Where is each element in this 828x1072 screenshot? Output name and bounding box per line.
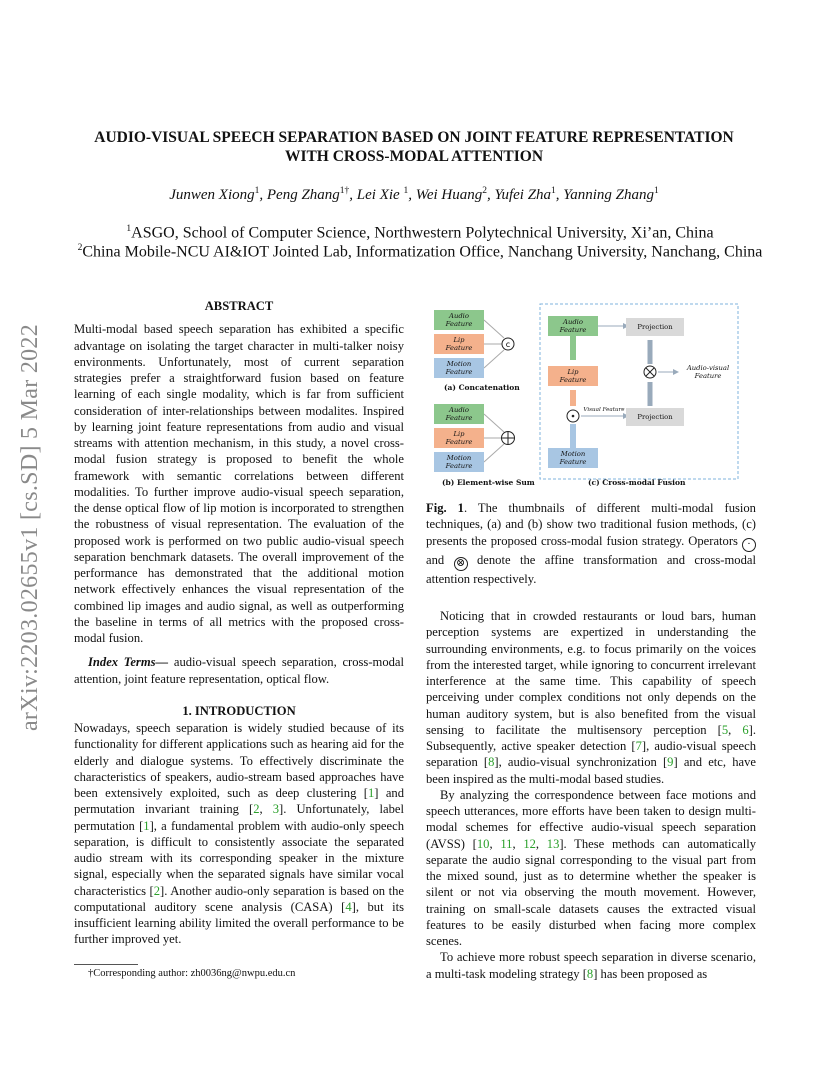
left-column [74,298,404,948]
citation-link[interactable]: 10 [476,836,490,851]
author-sup: 1† [339,186,350,196]
citation-link[interactable]: 12 [523,836,536,851]
arxiv-stamp [16,292,46,762]
affiliation-2: $^2$China Mobile-NCU AI&IOT Jointed Lab, Informatization Office, Nanchang University, Nanchang, China [77,243,763,261]
index-terms [74,654,404,687]
lip-feature-box: Lip Feature [434,334,484,354]
intro-heading: 1. INTRODUCTION [182,703,296,718]
citation-link[interactable]: 7 [635,739,642,753]
lip-feature-box: Lip Feature [548,366,598,386]
right-paragraph-2: By analyzing the correspondence between face motions and speech utterances, more efforts have been taken to design multi-modal schemes for effective audio-visual speech separation (AVSS) [10, 11, 12, 13]. These methods can automatically separate the audio signal corresponding to the visual part from the mixed sound, just as to determine whether the speaker is silent or not via observing the mouth movement. However, training on small-scale datasets causes the extracted visual features to be easily disturbed when facing more complex scenes. [426,787,757,948]
abstract-text: Multi-modal based speech separation has exhibited a specific advantage on isolating the target character in multi-talker noisy environments. Unfortunately, most of current separation strategies prefer a straightforward fusion based on feature learning of each single modality, which is far from sufficient consideration of inter-relationships between modalites. Inspired by learning joint feature representations from audio and visual streams with attention mechanism, in this study, a novel cross-modal fusion strategy is proposed to benefit the whole framework with semantic correlations between different modalities. To further improve audio-visual speech separation, the dense optical flow of lip motion is incorporated to strengthen the robustness of visual representation. The evaluation of the proposed work is performed on two public audio-visual speech separation benchmark datasets. The overall improvement of the performance has demonstrated that the additional motion network effectively enhances the visual representation of the combined lip images and audio signal, as well as outperforming the baseline in terms of all metrics with the proposed cross-modal fusion. [74,322,404,645]
citation-link[interactable]: 6 [742,722,749,737]
author-sup: 1 [654,186,659,196]
citation-link[interactable]: 9 [667,755,674,770]
author: Yufei Zha [494,187,552,203]
caption-a: (a) Concatenation [444,383,520,392]
abstract-heading: ABSTRACT [204,299,274,313]
right-paragraph-1: Noticing that in crowded restaurants or loud bars, human perception systems are expertized in understanding the surrounding environments, e.g. to focus primarily on the voices from the interested target, while ignoring to concurrent irrelevant interference at the same time. This capability of speech perceiving under complex conditions not only depends on the human auditory system, but is also benefited from the visual sensing to facilitate the multisensory perception [5, 6]. Subsequently, active speaker detection [7], audio-visual speech separation [8], audio-visual synchronization [9] and etc, have been inspired as the multi-modal based studies. [426,609,756,786]
motion-feature-box: Motion Feature [434,358,484,378]
connector-line [484,320,504,338]
citation-link[interactable]: 1 [143,818,150,833]
footnote-rule [74,964,138,965]
arxiv-id: arXiv:2203.02655v1 [cs.SD] 5 Mar 2022 [17,323,44,731]
visual-feature-label: Visual Feature [583,407,625,413]
figure-caption: Fig. 1. The thumbnails of different multi-modal fusion techniques, (a) and (b) show two traditional fusion methods, (c) presents the proposed cross-modal fusion strategy. Operators · and ⊗ denote the affine transformation and cross-modal attention respectively. [426,501,756,586]
author: Peng Zhang [266,187,340,203]
index-terms-text: audio-visual speech separation, cross-modal attention, joint feature representation, optical flow. [74,655,404,686]
author-sup: 2 [482,186,487,196]
author-sup: 1 [254,186,260,196]
citation-link[interactable]: 4 [345,899,352,914]
figure-1 [432,300,762,492]
citation-link[interactable]: 1 [367,786,375,800]
author: Junwen Xiong [169,187,255,203]
paper-title [60,128,768,166]
caption-c: (c) Cross-modal Fusion [588,478,686,487]
affiliation-1: $^1$ASGO, School of Computer Science, Northwestern Polytechnical University, Xi’an, China [126,224,714,242]
index-terms-label: Index Terms— [88,655,169,670]
audio-feature-box: Audio Feature [548,316,598,336]
connector-line [484,414,504,432]
av-feature-label: Audio-visual Feature [686,364,730,380]
citation-link[interactable]: 8 [586,966,594,981]
footnote: †Corresponding author: zh0036ng@nwpu.edu.cn [88,968,296,979]
right-column [426,608,756,982]
author: Wei Huang [415,187,483,203]
caption-label: Fig. 1 [426,501,464,515]
intro-paragraph-1: Nowadays, speech separation is widely studied because of its functionality for different applications such as hearing aid for the elderly and dialogue systems. To effectively discriminate the characteristics of speakers, audio-stream based approaches have been extensively exploited, such as deep clustering [1] and permutation invariant training [2, 3]. Unfortunately, label permutation [1], a fundamental problem with audio-only speech separation, is difficult to consistently associate the separated audio stream with its corresponding speaker in the mixture signal, especially when the separated signals have similar vocal characteristics [2]. Another audio-only separation is based on the computational auditory scene analysis (CASA) [4], but its insufficient learning ability limited the overall performance to be further improved yet. [74,721,404,947]
citation-link[interactable]: 13 [546,836,560,851]
citation-link[interactable]: 2 [253,802,260,817]
citation-link[interactable]: 11 [500,836,513,851]
title-line-2: WITH CROSS-MODAL ATTENTION [284,148,544,165]
author-sup: 1 [551,186,556,196]
motion-feature-box: Motion Feature [548,448,598,468]
audio-feature-box: Audio Feature [434,310,484,330]
author-sup: 1 [403,186,409,196]
author-list: Junwen Xiong$^1$, Peng Zhang$^{1\dagger}$, Lei Xie $^1$, Wei Huang$^2$, Yufei Zha$^1$, Yanning Zhang$^1$ [169,186,659,203]
affine-operator-icon: · [742,538,756,552]
motion-feature-box: Motion Feature [434,452,484,472]
title-line-1: AUDIO-VISUAL SPEECH SEPARATION BASED ON JOINT FEATURE REPRESENTATION [94,129,734,146]
citation-link[interactable]: 8 [488,755,495,770]
projection-box: Projection [626,318,684,336]
citation-link[interactable]: 5 [721,722,729,737]
citation-link[interactable]: 3 [272,802,280,817]
citation-link[interactable]: 2 [153,883,161,898]
concat-op-label: c [505,340,511,349]
cross-attention-operator-icon: ⊗ [454,557,468,571]
connector-line [484,350,504,368]
caption-b: (b) Element-wise Sum [442,478,535,487]
right-paragraph-3: To achieve more robust speech separation in diverse scenario, a multi-task modeling strategy [8] has been proposed as [426,950,756,981]
author: Yanning Zhang [563,187,655,203]
author: Lei Xie [356,187,400,203]
projection-box: Projection [626,408,684,426]
connector-line [484,444,504,462]
lip-feature-box: Lip Feature [434,428,484,448]
audio-feature-box: Audio Feature [434,404,484,424]
